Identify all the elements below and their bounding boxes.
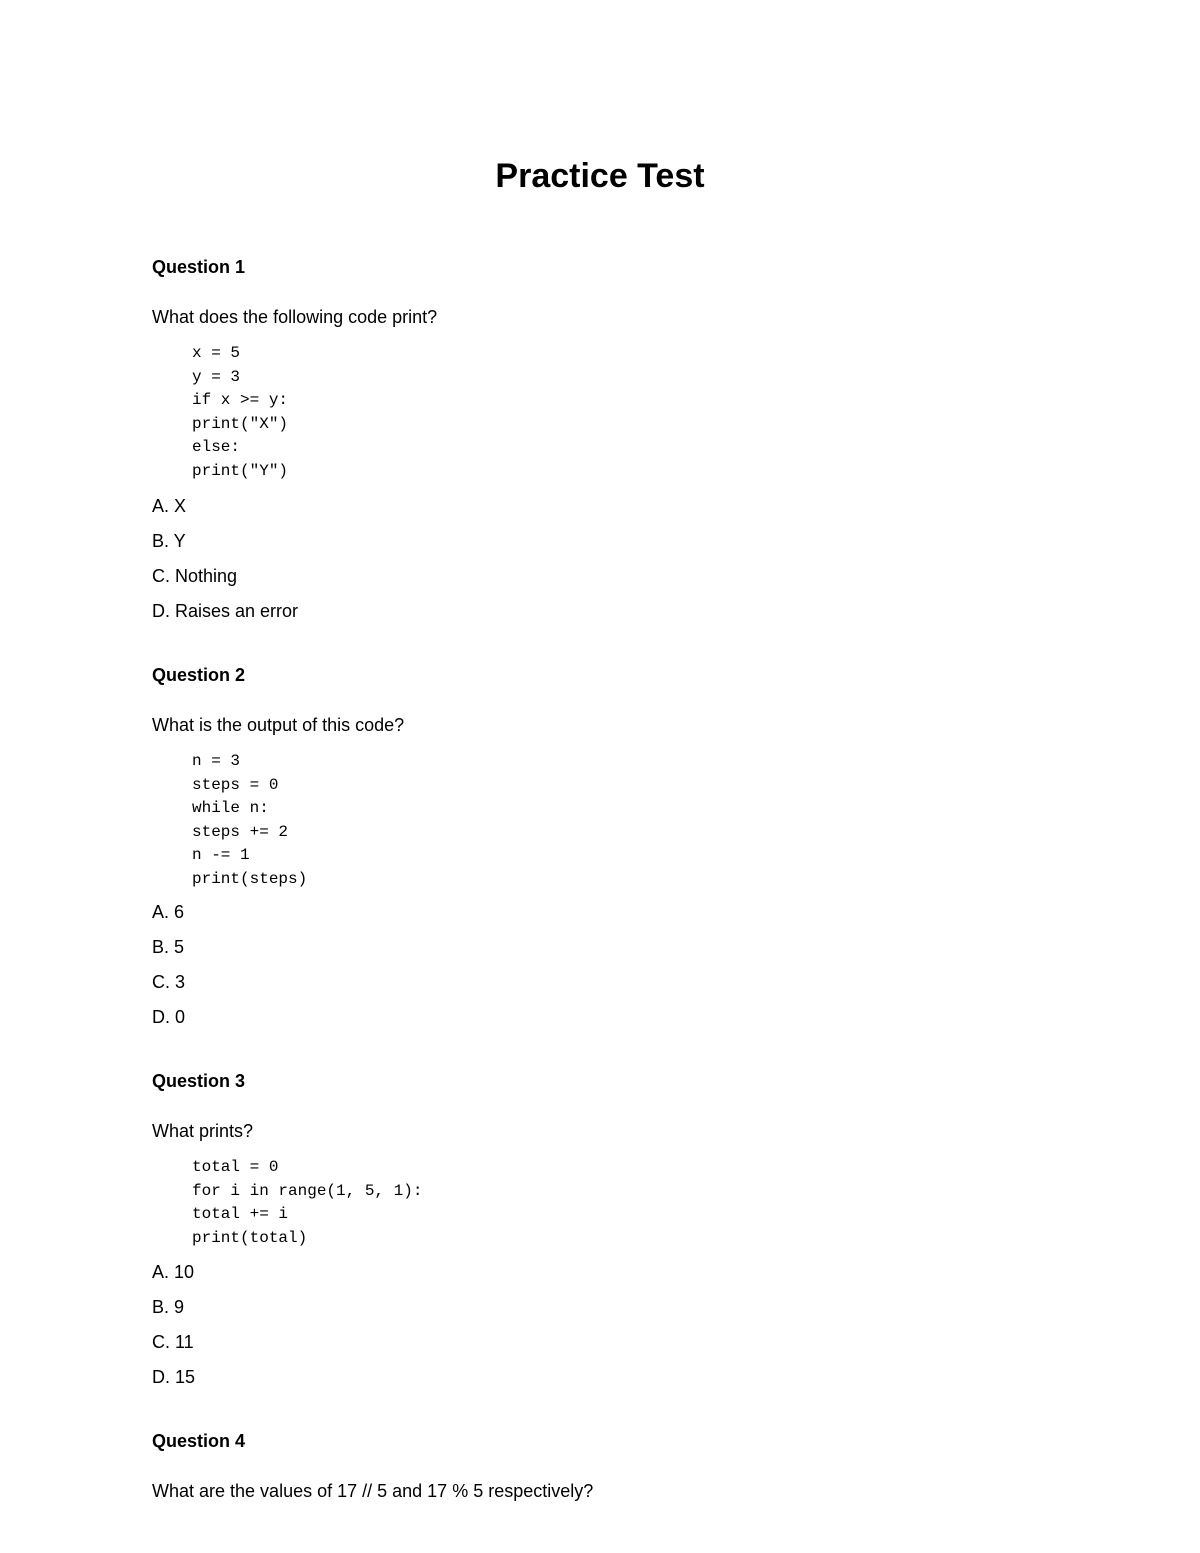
- question-prompt: What are the values of 17 // 5 and 17 % 5 respectively?: [152, 1481, 594, 1501]
- answer-option-c: C. Nothing: [152, 566, 238, 586]
- code-line: print("Y"): [192, 461, 289, 480]
- code-line: else:: [192, 438, 241, 457]
- code-line: for i in range(1, 5, 1):: [192, 1181, 423, 1200]
- question-heading: Question 1: [152, 257, 246, 277]
- answer-option-d: D. 0: [152, 1007, 186, 1027]
- code-line: total += i: [192, 1205, 289, 1224]
- question-prompt: What does the following code print?: [152, 307, 438, 327]
- answer-option-d: D. 15: [152, 1367, 196, 1387]
- code-line: print(total): [192, 1228, 308, 1247]
- code-line: n -= 1: [192, 846, 250, 865]
- code-block: [192, 342, 288, 484]
- answer-option-c: C. 3: [152, 972, 186, 992]
- answer-option-b: B. 5: [152, 937, 185, 957]
- code-line: while n:: [192, 799, 269, 818]
- code-line: x = 5: [192, 344, 241, 362]
- question-heading: Question 4: [152, 1431, 246, 1451]
- answer-option-b: B. Y: [152, 531, 186, 551]
- code-line: n = 3: [192, 752, 241, 770]
- code-block: [192, 750, 307, 892]
- answer-option-a: A. X: [152, 496, 187, 516]
- code-block: [192, 1156, 422, 1250]
- question-prompt: What is the output of this code?: [152, 715, 405, 735]
- code-line: print(steps): [192, 869, 308, 888]
- question-prompt: What prints?: [152, 1121, 254, 1141]
- answer-option-d: D. Raises an error: [152, 601, 299, 621]
- code-line: if x >= y:: [192, 391, 289, 410]
- code-line: print("X"): [192, 414, 289, 433]
- answer-option-a: A. 6: [152, 902, 185, 922]
- answer-option-c: C. 11: [152, 1332, 194, 1352]
- question-heading: Question 2: [152, 665, 246, 685]
- code-line: y = 3: [192, 367, 241, 386]
- answer-option-b: B. 9: [152, 1297, 185, 1317]
- code-line: steps += 2: [192, 822, 289, 841]
- answer-option-a: A. 10: [152, 1262, 195, 1282]
- question-heading: Question 3: [152, 1071, 246, 1091]
- code-line: steps = 0: [192, 775, 279, 794]
- code-line: total = 0: [192, 1158, 279, 1176]
- page-title: Practice Test: [495, 157, 705, 195]
